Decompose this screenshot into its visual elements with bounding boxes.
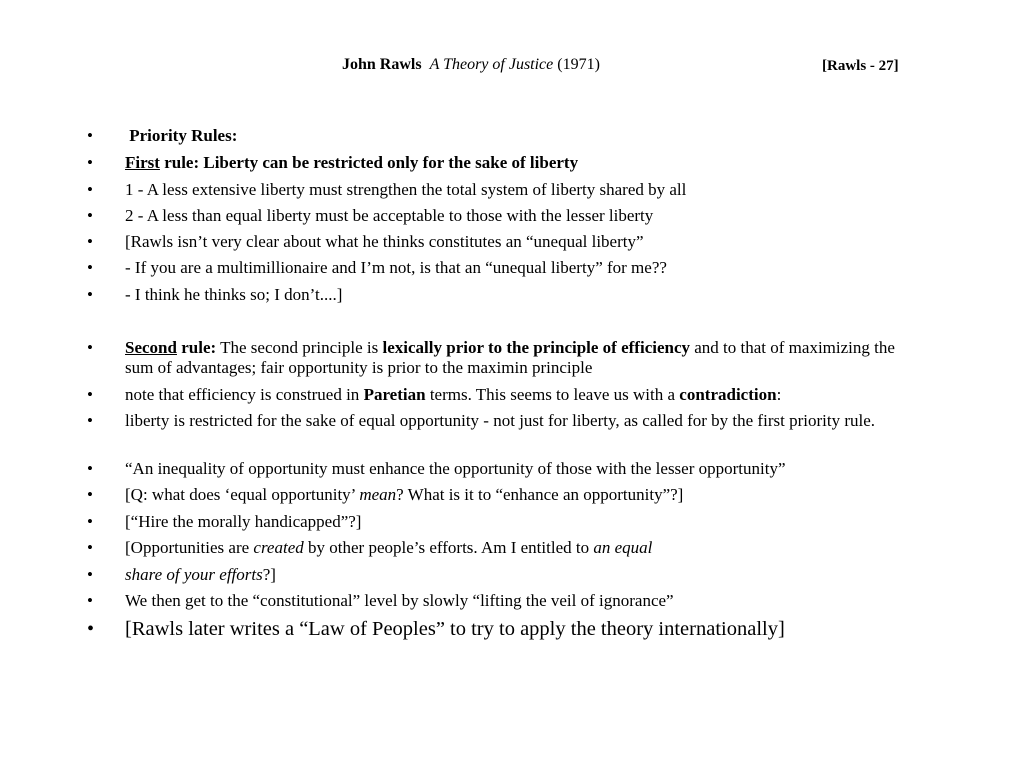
bullet-text: We then get to the “constitutional” level by slowly “lifting the veil of ignorance” xyxy=(125,591,674,610)
bullet-text: liberty is restricted for the sake of equal opportunity - not just for liberty, as called for by the first priority rule. xyxy=(125,411,875,430)
book-title: A Theory of Justice xyxy=(429,56,554,73)
rule-second-label: Second xyxy=(125,338,177,357)
bullet-icon: • xyxy=(87,618,95,640)
bullet-icon: • xyxy=(87,512,93,531)
bullet-icon: • xyxy=(87,338,93,357)
bullet-text: [Rawls isn’t very clear about what he thinks constitutes an “unequal liberty” xyxy=(125,232,644,251)
bullet-text: rule: Liberty can be restricted only for the sake of liberty xyxy=(159,153,579,172)
emphasis-text: created xyxy=(253,538,304,557)
bullet-text: Priority Rules: xyxy=(125,126,238,145)
bullet-text: 1 - A less extensive liberty must strengthen the total system of liberty shared by all xyxy=(125,180,687,199)
bullet-icon: • xyxy=(87,232,93,251)
bullet-icon: • xyxy=(87,153,93,172)
bullet-text: - If you are a multimillionaire and I’m not, is that an “unequal liberty” for me?? xyxy=(125,258,667,277)
bullet-text: - I think he thinks so; I don’t....] xyxy=(125,285,343,304)
bullet-text: [Rawls later writes a “Law of Peoples” to try to apply the theory internationally] xyxy=(125,618,785,640)
emphasis-text: mean xyxy=(359,485,397,504)
bullet-icon: • xyxy=(87,538,93,557)
bullet-icon: • xyxy=(87,180,93,199)
bullet-text: “An inequality of opportunity must enhance the opportunity of those with the lesser opportunity” xyxy=(125,459,786,478)
bullet-text: 2 - A less than equal liberty must be acceptable to those with the lesser liberty xyxy=(125,206,654,225)
bullet-icon: • xyxy=(87,459,93,478)
emphasis-text: contradiction xyxy=(679,385,777,404)
slide-number: [Rawls - 27] xyxy=(822,58,899,74)
emphasis-text: share of your efforts xyxy=(125,565,263,584)
bullet-icon: • xyxy=(87,385,93,404)
bullet-icon: • xyxy=(87,206,93,225)
bullet-icon: • xyxy=(87,485,93,504)
bullet-text: [“Hire the morally handicapped”?] xyxy=(125,512,362,531)
bullet-icon: • xyxy=(87,285,93,304)
bullet-icon: • xyxy=(87,258,93,277)
emphasis-text: lexically prior to the principle of efficiency xyxy=(382,338,691,357)
author-name: John Rawls xyxy=(342,56,422,73)
bullet-list: • Priority Rules: • First rule: Liberty can be restricted only for the sake of liberty • 1 - A less extensive liberty must strengthen the total system of liberty shared by all • 2 - A less than equal liberty must be acceptable to those with the lesser liberty • [Rawls isn’t very clear about what he thinks constitutes an “unequal liberty” • - If you are a multimillionaire and I’m not, is that an “unequal liberty” for me?? • - I think he thinks so; I don’t....] • Second rule: The second principle is lexically prior to the principle of efficiency and to that of maximizing the sum of advantages; fair opportunity is prior to the maximin principle • note that efficiency is construed in Paretian terms. This seems to leave us with a contradiction: • liberty is restricted for the sake of equal opportunity - not just for liberty, as called for by the first priority rule. • “An inequality of opportunity must enhance the opportunity of those with the lesser opportunity” • [Q: what does ‘equal opportunity’ mean? What is it to “enhance an opportunity”?] • [“Hire the morally handicapped”?] • [Opportunities are created by other people’s efforts. Am I entitled to an equal • share of your efforts?] • We then get to the “constitutional” level by slowly “lifting the veil of ignorance” • [Rawls later writes a “Law of Peoples” to try to apply the theory internationally] xyxy=(0,0,1024,768)
emphasis-text: an equal xyxy=(593,538,653,557)
bullet-icon: • xyxy=(87,565,93,584)
publication-year: (1971) xyxy=(557,56,600,73)
bullet-icon: • xyxy=(87,411,93,430)
rule-first-label: First xyxy=(125,153,160,172)
emphasis-text: Paretian xyxy=(363,385,426,404)
bullet-icon: • xyxy=(87,126,93,145)
bullet-icon: • xyxy=(87,591,93,610)
